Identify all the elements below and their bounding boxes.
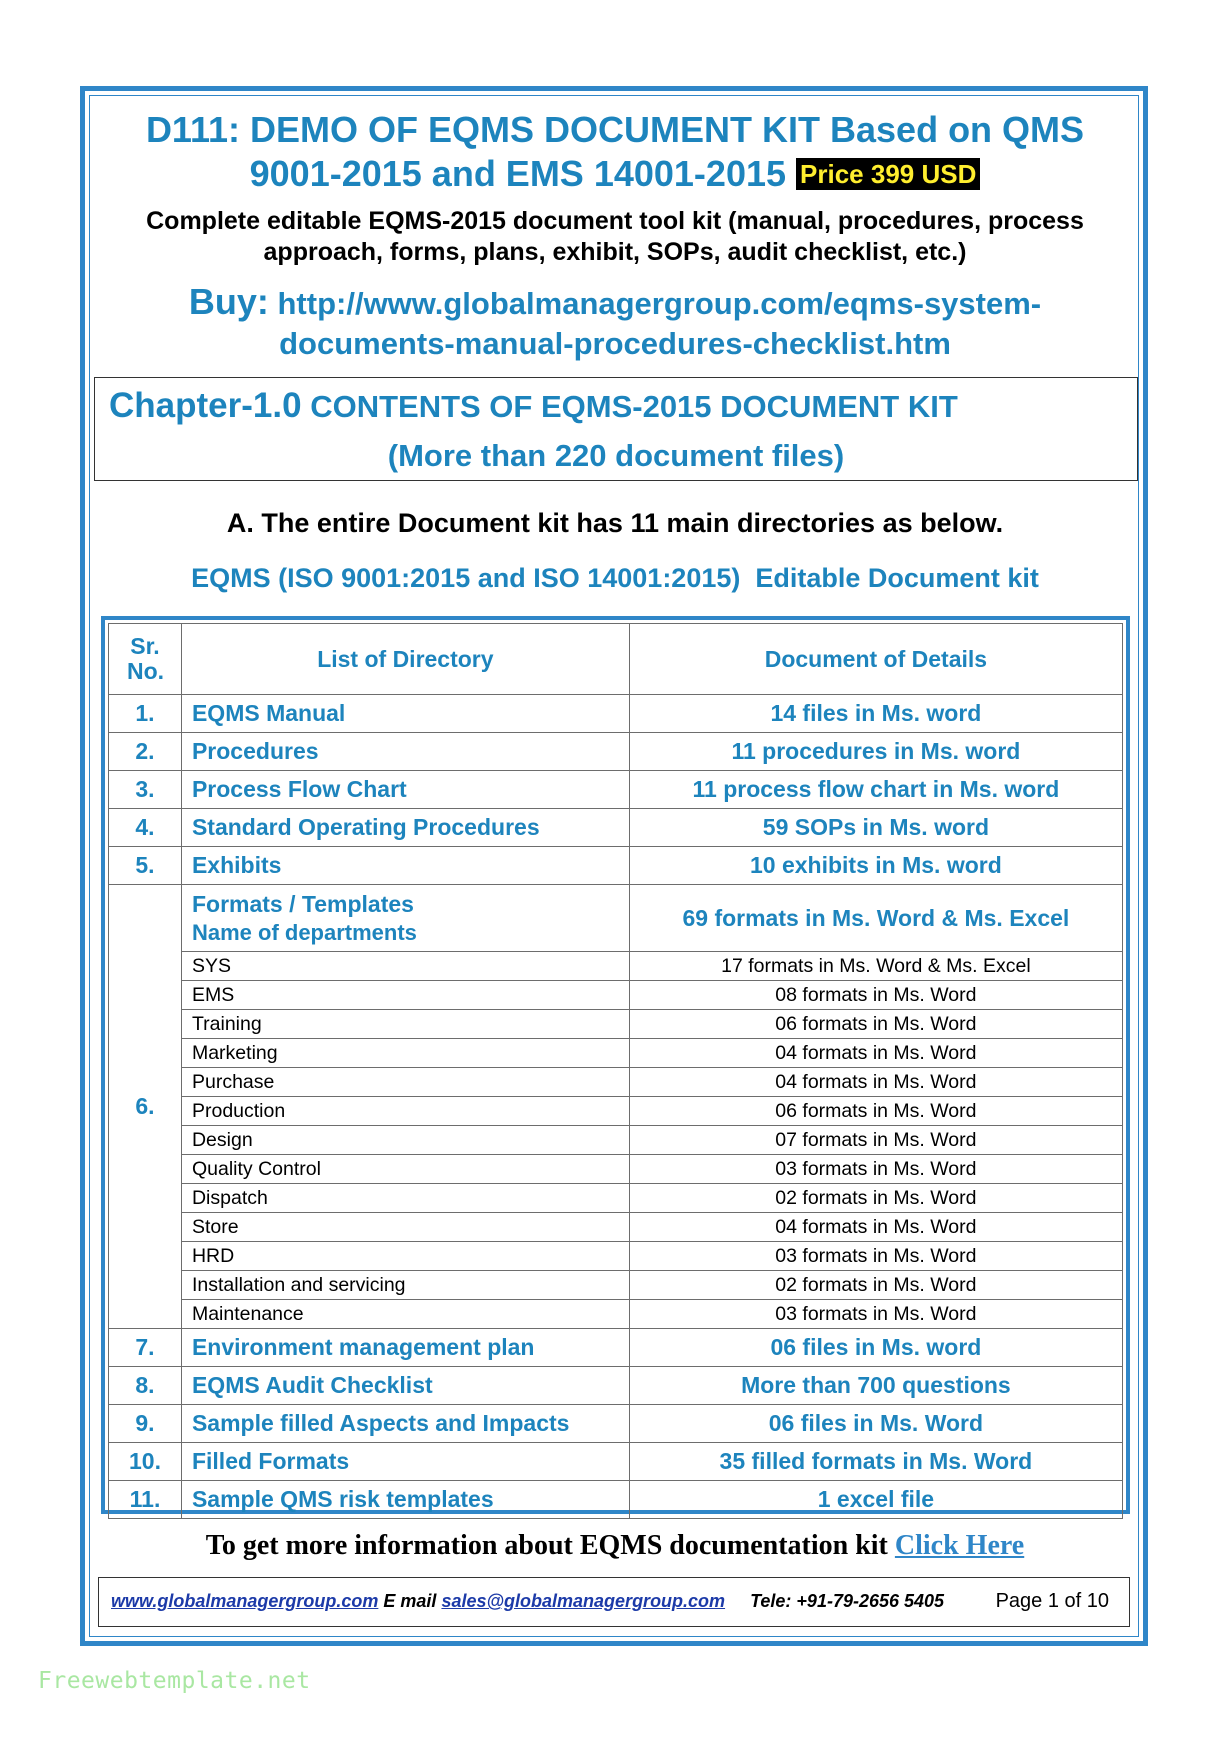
footer-website-link[interactable]: www.globalmanagergroup.com [111, 1591, 379, 1611]
department-details: 03 formats in Ms. Word [629, 1155, 1122, 1184]
department-row [109, 1068, 1123, 1097]
table-row [109, 809, 1123, 847]
directory-table-frame [101, 616, 1130, 1514]
department-row [109, 1300, 1123, 1329]
row-sr-no: 9. [109, 1405, 182, 1443]
row-details: 06 files in Ms. Word [629, 1405, 1122, 1443]
department-name: Purchase [181, 1068, 629, 1097]
department-name: SYS [181, 952, 629, 981]
table-row [109, 771, 1123, 809]
row-details: 35 filled formats in Ms. Word [629, 1443, 1122, 1481]
header-directory: List of Directory [181, 624, 629, 695]
row-directory: Procedures [181, 733, 629, 771]
department-row [109, 952, 1123, 981]
row-sr-no: 3. [109, 771, 182, 809]
department-row [109, 1271, 1123, 1300]
table-row [109, 695, 1123, 733]
row-directory: Process Flow Chart [181, 771, 629, 809]
table-row [109, 1443, 1123, 1481]
department-row [109, 1039, 1123, 1068]
row-sr-no: 5. [109, 847, 182, 885]
department-name: Dispatch [181, 1184, 629, 1213]
footer-telephone: Tele: +91-79-2656 5405 [750, 1591, 945, 1611]
department-name: Quality Control [181, 1155, 629, 1184]
department-name: EMS [181, 981, 629, 1010]
row-details: 14 files in Ms. word [629, 695, 1122, 733]
department-row [109, 981, 1123, 1010]
header-sr-no: Sr. No. [109, 624, 182, 695]
department-details: 06 formats in Ms. Word [629, 1010, 1122, 1039]
row-directory: Standard Operating Procedures [181, 809, 629, 847]
title-line-2 [100, 152, 1130, 196]
department-details: 07 formats in Ms. Word [629, 1126, 1122, 1155]
more-info-text: To get more information about EQMS documentation kit [205, 1530, 888, 1561]
row-details: 69 formats in Ms. Word & Ms. Excel [629, 885, 1122, 952]
chapter-heading [109, 386, 958, 426]
department-details: 03 formats in Ms. Word [629, 1300, 1122, 1329]
buy-url-part-1[interactable]: http://www.globalmanagergroup.com/eqms-system- [277, 286, 1042, 321]
kit-description [100, 206, 1130, 268]
chapter-prefix: Chapter-1.0 [109, 386, 302, 425]
row-details: 59 SOPs in Ms. word [629, 809, 1122, 847]
header-details: Document of Details [629, 624, 1122, 695]
chapter-subtitle: (More than 220 document files) [387, 438, 845, 473]
department-row [109, 1010, 1123, 1039]
footer-email-link[interactable]: sales@globalmanagergroup.com [441, 1591, 726, 1611]
formats-title: Formats / Templates [191, 890, 414, 917]
chapter-box [94, 377, 1138, 481]
watermark-text: Freewebtemplate.net [38, 1668, 311, 1694]
department-name: Installation and servicing [181, 1271, 629, 1300]
row-sr-no: 10. [109, 1443, 182, 1481]
row-details: 1 excel file [629, 1481, 1122, 1519]
kit-table-title: EQMS (ISO 9001:2015 and ISO 14001:2015) Editable Document kit [191, 563, 1039, 593]
table-row [109, 1329, 1123, 1367]
row-details: 10 exhibits in Ms. word [629, 847, 1122, 885]
department-name: Design [181, 1126, 629, 1155]
department-details: 03 formats in Ms. Word [629, 1242, 1122, 1271]
description-line-2: approach, forms, plans, exhibit, SOPs, audit checklist, etc.) [263, 238, 967, 266]
table-row [109, 847, 1123, 885]
directory-table [108, 623, 1123, 1519]
row-directory: Exhibits [181, 847, 629, 885]
row-directory: Sample filled Aspects and Impacts [181, 1405, 629, 1443]
row-sr-no: 6. [109, 885, 182, 1329]
row-directory: Environment management plan [181, 1329, 629, 1367]
page-footer [98, 1577, 1130, 1627]
department-row [109, 1126, 1123, 1155]
department-details: 17 formats in Ms. Word & Ms. Excel [629, 952, 1122, 981]
table-header-row [109, 624, 1123, 695]
department-details: 02 formats in Ms. Word [629, 1184, 1122, 1213]
department-name: Marketing [181, 1039, 629, 1068]
footer-email-label: E mail [383, 1591, 437, 1611]
click-here-link[interactable]: Click Here [894, 1530, 1025, 1561]
row-directory: Filled Formats [181, 1443, 629, 1481]
table-row-formats [109, 885, 1123, 952]
buy-url-part-2[interactable]: documents-manual-procedures-checklist.htm [279, 326, 951, 361]
department-row [109, 1155, 1123, 1184]
title-line-1: D111: DEMO OF EQMS DOCUMENT KIT Based on QMS [145, 109, 1085, 150]
department-name: Training [181, 1010, 629, 1039]
buy-line-1 [100, 282, 1130, 324]
table-row [109, 1481, 1123, 1519]
department-details: 08 formats in Ms. Word [629, 981, 1122, 1010]
department-name: Production [181, 1097, 629, 1126]
row-sr-no: 4. [109, 809, 182, 847]
row-details: 11 process flow chart in Ms. word [629, 771, 1122, 809]
department-row [109, 1097, 1123, 1126]
description-line-1: Complete editable EQMS-2015 document tool kit (manual, procedures, process [146, 207, 1084, 235]
row-sr-no: 7. [109, 1329, 182, 1367]
row-details: 11 procedures in Ms. word [629, 733, 1122, 771]
table-row [109, 733, 1123, 771]
table-row [109, 1405, 1123, 1443]
document-title [100, 108, 1130, 196]
department-details: 04 formats in Ms. Word [629, 1039, 1122, 1068]
page-number: Page 1 of 10 [995, 1590, 1109, 1612]
row-directory: Sample QMS risk templates [181, 1481, 629, 1519]
chapter-title: CONTENTS OF EQMS-2015 DOCUMENT KIT [310, 389, 958, 424]
row-directory: EQMS Manual [181, 695, 629, 733]
title-line-2-text: 9001-2015 and EMS 14001-2015 [249, 153, 787, 194]
row-sr-no: 11. [109, 1481, 182, 1519]
department-details: 02 formats in Ms. Word [629, 1271, 1122, 1300]
department-name: HRD [181, 1242, 629, 1271]
department-name: Store [181, 1213, 629, 1242]
department-row [109, 1242, 1123, 1271]
buy-label: Buy: [188, 281, 269, 322]
price-badge: Price 399 USD [796, 158, 980, 190]
row-sr-no: 8. [109, 1367, 182, 1405]
department-details: 06 formats in Ms. Word [629, 1097, 1122, 1126]
row-directory: EQMS Audit Checklist [181, 1367, 629, 1405]
row-sr-no: 2. [109, 733, 182, 771]
department-details: 04 formats in Ms. Word [629, 1068, 1122, 1097]
row-details: More than 700 questions [629, 1367, 1122, 1405]
department-details: 04 formats in Ms. Word [629, 1213, 1122, 1242]
row-sr-no: 1. [109, 695, 182, 733]
section-a-heading: A. The entire Document kit has 11 main directories as below. [226, 508, 1004, 538]
departments-label: Name of departments [191, 919, 417, 945]
more-info-line [100, 1530, 1130, 1562]
row-details: 06 files in Ms. word [629, 1329, 1122, 1367]
department-name: Maintenance [181, 1300, 629, 1329]
department-row [109, 1184, 1123, 1213]
department-row [109, 1213, 1123, 1242]
buy-link[interactable] [100, 282, 1130, 364]
footer-contact [111, 1591, 944, 1612]
table-row [109, 1367, 1123, 1405]
row-directory [181, 885, 629, 952]
